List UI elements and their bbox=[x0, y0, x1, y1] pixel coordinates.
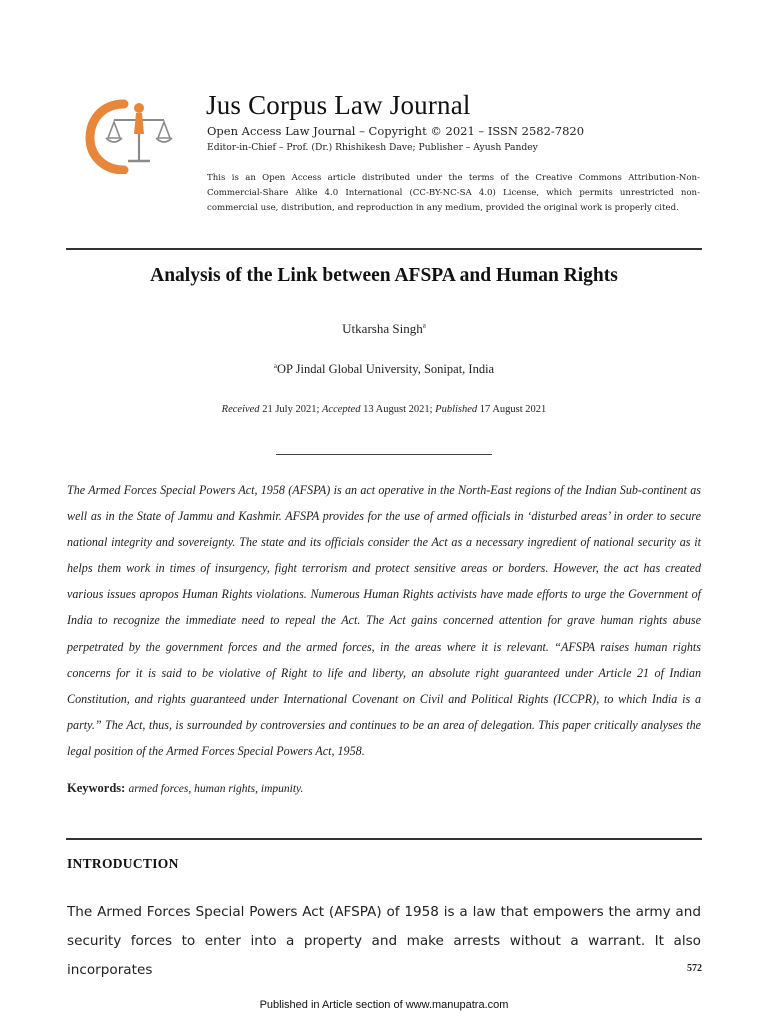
affiliation-text: OP Jindal Global University, Sonipat, India bbox=[277, 362, 495, 377]
affiliation-line bbox=[0, 362, 768, 377]
author-line bbox=[0, 321, 768, 337]
keywords-text: armed forces, human rights, impunity. bbox=[128, 783, 304, 795]
logo-figure-body bbox=[134, 113, 144, 134]
journal-logo bbox=[84, 98, 176, 174]
journal-subtitle: Open Access Law Journal – Copyright © 2021 – ISSN 2582-7820 bbox=[207, 124, 585, 138]
logo-scale-left-pan bbox=[106, 122, 122, 142]
affiliation-marker: a bbox=[273, 362, 277, 370]
accepted-label: Accepted bbox=[322, 404, 361, 415]
section-divider bbox=[66, 838, 702, 840]
section-heading-introduction: INTRODUCTION bbox=[67, 856, 179, 871]
page-number: 572 bbox=[687, 963, 702, 974]
logo-figure-head bbox=[134, 103, 144, 113]
keywords-line bbox=[67, 781, 303, 796]
author-affiliation-marker: a bbox=[422, 321, 426, 330]
paper-title: Analysis of the Link between AFSPA and Human Rights bbox=[150, 265, 618, 286]
journal-title: Jus Corpus Law Journal bbox=[206, 90, 471, 120]
accepted-date: 13 August 2021 bbox=[363, 404, 430, 415]
header-divider bbox=[66, 248, 702, 250]
abstract-text: The Armed Forces Special Powers Act, 1958 (AFSPA) is an act operative in the North-East regions of the Indian Sub-continent as well as in the State of Jammu and Kashmir. AFSPA provides for the use of armed officials in ‘disturbed areas’ in order to secure national integrity and sovereignty. The state and its officials consider the Act as a necessary ingredient of national security as it helps them work in times of insurgency, fight terrorism and protect sensitive areas or borders. However, the act has created various issues apropos Human Rights violations. Numerous Human Rights activists have made efforts to urge the Government of India to recognize the immediate need to repeal the Act. The Act gains concerned attention for grave human rights abuse perpetrated by the government forces and the armed forces, in the areas where it is relevant. “AFSPA raises human rights concerns for it is said to be violative of Right to life and liberty, an absolute right guaranteed under Article 21 of Indian Constitution, and rights guaranteed under International Covenant on Civil and Political Rights (ICCPR), to which India is a party.” The Act, thus, is surrounded by controversies and continues to be an area of delegation. This paper critically analyses the legal position of the Armed Forces Special Powers Act, 1958. bbox=[67, 483, 701, 758]
received-label: Received bbox=[221, 404, 260, 415]
introduction-paragraph: The Armed Forces Special Powers Act (AFSPA) of 1958 is a law that empowers the army and security forces to enter into a property and make arrests without a warrant. It also incorporates bbox=[67, 904, 701, 978]
logo-scale-right-pan bbox=[156, 122, 172, 142]
keywords-label: Keywords: bbox=[67, 781, 126, 795]
journal-editors: Editor-in-Chief – Prof. (Dr.) Rhishikesh Dave; Publisher – Ayush Pandey bbox=[207, 142, 538, 153]
publication-dates: Received 21 July 2021; Accepted 13 August 2021; Published 17 August 2021 bbox=[221, 404, 547, 415]
received-date: 21 July 2021 bbox=[262, 404, 317, 415]
abstract-separator bbox=[276, 454, 492, 455]
published-date: 17 August 2021 bbox=[479, 404, 547, 415]
license-notice: This is an Open Access article distributed under the terms of the Creative Commons Attribution-Non-Commercial-Share Alike 4.0 International (CC-BY-NC-SA 4.0) License, which permits unrestricted non-commercial use, distribution, and reproduction in any medium, provided the original work is properly cited. bbox=[207, 173, 700, 213]
author-name: Utkarsha Singh bbox=[342, 321, 423, 336]
footer-publication-note: Published in Article section of www.manupatra.com bbox=[259, 999, 509, 1011]
published-label: Published bbox=[435, 404, 478, 415]
